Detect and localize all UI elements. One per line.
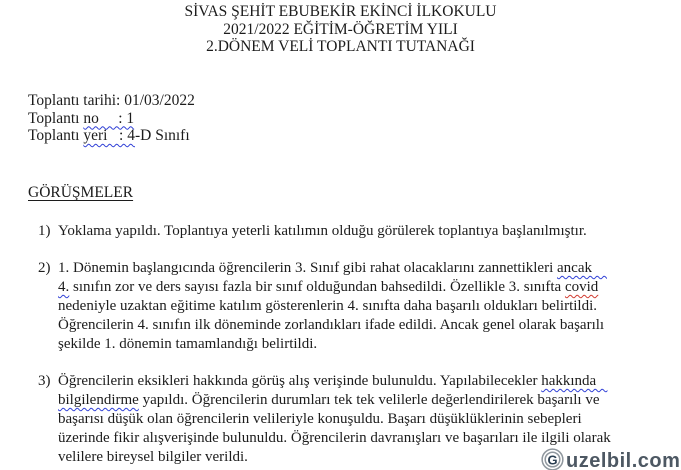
text-run: nedeniyle uzaktan eğitime katılım gösterenlerin 4. sınıfta daha başarılı oldukları belirtildi. bbox=[58, 298, 598, 314]
grammar-underline: hakkında bbox=[541, 373, 608, 389]
text-run: başarısı düşük olan öğrencilerin velileriyle konuşuldu. Başarı düşüklüklerinin sebepleri bbox=[58, 411, 582, 427]
text-run: velilere bireysel bilgiler verildi. bbox=[58, 449, 248, 465]
text-run: Toplantı bbox=[28, 127, 84, 144]
watermark-text: uzelbil.com bbox=[566, 450, 681, 470]
grammar-underline: yeri : 4 bbox=[83, 127, 135, 144]
grammar-underline: 4. bbox=[58, 279, 70, 295]
item-number: 3) bbox=[38, 373, 51, 389]
title-line-school: SİVAS ŞEHİT EBUBEKİR EKİNCİ İLKOKULU bbox=[184, 3, 497, 20]
meeting-info-block bbox=[28, 92, 195, 145]
minutes-item bbox=[38, 259, 668, 354]
minutes-item bbox=[38, 222, 668, 241]
text-line bbox=[58, 259, 668, 278]
guzelbil-logo-icon bbox=[541, 448, 564, 470]
text-run: üzerinde fikir alışverişinde bulunuldu. Öğrencilerin davranışları ve başarıları ile ilgili olarak bbox=[58, 430, 611, 446]
text-line bbox=[28, 92, 195, 110]
spelling-underline: covid bbox=[564, 279, 599, 295]
text-run: Öğrencilerin 4. sınıfın ilk döneminde zorlandıkları ifade edildi. Ancak genel olarak başarılı bbox=[58, 317, 605, 333]
text-line bbox=[28, 110, 195, 128]
item-number: 1) bbox=[38, 223, 51, 239]
document-title bbox=[0, 3, 681, 56]
text-line bbox=[58, 278, 668, 297]
text-line bbox=[58, 316, 668, 335]
item-text bbox=[58, 222, 668, 241]
text-line bbox=[58, 410, 668, 429]
text-line bbox=[58, 391, 668, 410]
text-run: Toplantı bbox=[28, 109, 84, 127]
text-run: Yoklama yapıldı. Toplantıya yeterli katılımın olduğu görülerek toplantıya başlanılmıştır. bbox=[58, 223, 587, 239]
title-line-year: 2021/2022 EĞİTİM-ÖĞRETİM YILI bbox=[223, 20, 458, 38]
text-run: şekilde 1. dönemin tamamlandığı belirtildi. bbox=[58, 336, 318, 352]
text-line bbox=[58, 429, 668, 448]
item-number: 2) bbox=[38, 260, 51, 276]
item-text bbox=[58, 259, 668, 354]
svg-text:G: G bbox=[547, 452, 558, 468]
text-line bbox=[58, 297, 668, 316]
grammar-underline: no : 1 bbox=[83, 109, 135, 127]
text-line bbox=[58, 222, 668, 241]
text-run: -D Sınıfı bbox=[134, 127, 190, 144]
text-run: 1. Dönemin başlangıcında öğrencilerin 3. Sınıf gibi rahat olacaklarını zannettikleri bbox=[58, 260, 558, 276]
text-run: sınıfın zor ve ders sayısı fazla bir sınıf olduğundan bahsedildi. Özellikle 3. sınıfta bbox=[69, 279, 565, 295]
watermark bbox=[541, 448, 680, 470]
title-line-type: 2.DÖNEM VELİ TOPLANTI TUTANAĞI bbox=[206, 38, 475, 55]
text-run: Öğrencilerin eksikleri hakkında görüş alış verişinde bulunuldu. Yapılabilecekler bbox=[58, 373, 542, 389]
text-line bbox=[58, 335, 668, 354]
minutes-list bbox=[38, 222, 668, 467]
text-run: yapıldı. Öğrencilerin durumları tek tek velilerle değerlendirilerek başarılı ve bbox=[138, 392, 600, 408]
text-line bbox=[28, 127, 195, 145]
text-line bbox=[58, 372, 668, 391]
section-heading: GÖRÜŞMELER bbox=[28, 184, 134, 201]
grammar-underline: ancak bbox=[557, 260, 607, 276]
text-run: Toplantı tarihi: 01/03/2022 bbox=[28, 92, 195, 109]
grammar-underline: bilgilendirme bbox=[58, 392, 139, 408]
